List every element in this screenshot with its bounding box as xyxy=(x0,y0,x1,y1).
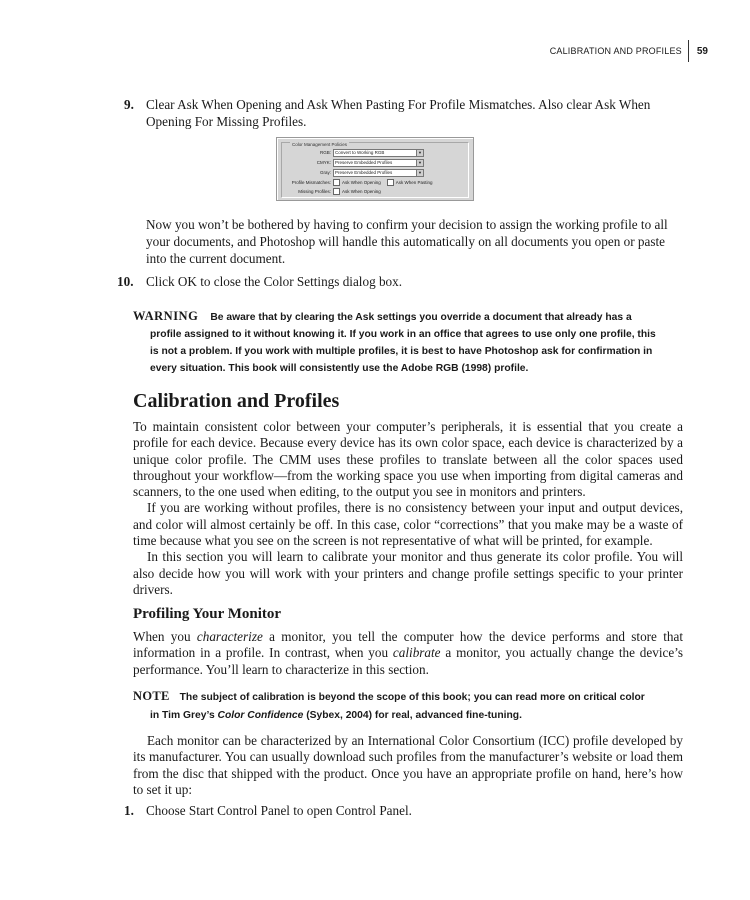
cmyk-policy-label: CMYK: xyxy=(316,160,331,165)
chevron-down-icon: ▼ xyxy=(416,150,423,156)
step-10-number: 10. xyxy=(117,274,134,289)
rgb-policy-label: RGB: xyxy=(319,150,331,155)
running-head-title: CALIBRATION AND PROFILES xyxy=(549,46,682,56)
rgb-policy-value: Convert to Working RGB xyxy=(335,149,385,155)
note-text-a: in Tim Grey’s xyxy=(150,710,218,721)
note-first-line: The subject of calibration is beyond the scope of this book; you can read more on critical color xyxy=(179,692,645,703)
warning-callout xyxy=(133,308,658,377)
chevron-down-icon: ▼ xyxy=(416,160,423,166)
section-heading: Calibration and Profiles xyxy=(133,390,340,412)
monitor-paragraph: Each monitor can be characterized by an International Color Consortium (ICC) profile developed by its manufacturer. You can usually download such profiles from the manufacturer’s website or load them from the disc that shipped with the product. Once you have an appropriate profile on hand, here’s how to set it up: xyxy=(133,733,683,797)
note-callout xyxy=(133,687,673,725)
note-book-title: Color Confidence xyxy=(217,710,304,721)
note-label: NOTE xyxy=(133,689,170,703)
subsection-text-a: When you xyxy=(133,629,197,644)
subsection-text-b: a monitor, you tell the computer how the device performs and store that information in a profile. In contrast, when you xyxy=(133,629,683,661)
policies-legend: Color Management Policies xyxy=(292,142,348,147)
section-body xyxy=(133,419,683,598)
ask-when-opening-label: Ask When Opening xyxy=(342,180,381,185)
ask-when-opening-checkbox[interactable] xyxy=(333,179,340,186)
missing-profiles-row xyxy=(282,187,387,196)
gray-policy-value: Preserve Embedded Profiles xyxy=(335,169,393,175)
warning-first-line: Be aware that by clearing the Ask settings you override a document that already has a xyxy=(210,312,632,323)
cmyk-policy-row xyxy=(282,158,424,167)
step-9-number: 9. xyxy=(124,97,134,112)
step-9-text: Clear Ask When Opening and Ask When Pasting For Profile Mismatches. Also clear Ask When Opening For Missing Profiles. xyxy=(146,97,651,129)
section-paragraph-2: If you are working without profiles, there is no consistency between your input and output devices, and color will almost certainly be off. In this case, color “corrections” that you make may be a waste of time because what you see on the screen is not representative of what will be printed, for example. xyxy=(133,500,683,549)
policies-groupbox xyxy=(281,142,469,198)
missing-profiles-label: Missing Profiles: xyxy=(298,189,331,194)
step-1-text: Choose Start Control Panel to open Control Panel. xyxy=(146,803,412,818)
cmyk-policy-select[interactable] xyxy=(333,159,424,167)
step-1 xyxy=(124,802,676,819)
subsection-paragraph xyxy=(133,629,683,678)
step-9 xyxy=(124,96,676,130)
step-10 xyxy=(117,273,676,290)
subsection-body xyxy=(133,629,683,678)
note-text-b: (Sybex, 2004) for real, advanced fine-tuning. xyxy=(303,710,522,721)
running-head xyxy=(550,40,708,62)
color-management-policies-screenshot xyxy=(276,137,474,201)
profile-mismatches-row xyxy=(282,178,439,187)
missing-ask-when-opening-label: Ask When Opening xyxy=(342,189,381,194)
section-paragraph-1: To maintain consistent color between your computer’s peripherals, it is essential that you create a profile for each device. Because every device has its own color space, each device is characterized by a unique color profile. The CMM uses these profiles to translate between all the color spaces used throughout your workflow—from the working space you use when importing from digital cameras and scanners, to the one used when editing, to the output you see in monitors and printers. xyxy=(133,419,683,500)
section-paragraph-3: In this section you will learn to calibrate your monitor and thus generate its color profile. You will also decide how you will work with your printers and change profile settings specific to your printer drivers. xyxy=(133,549,683,597)
subsection-text-c: a monitor, you actually change the device’s performance. You’ll learn to characterize in this section. xyxy=(133,645,683,677)
ask-when-pasting-label: Ask When Pasting xyxy=(395,180,433,185)
note-second-line xyxy=(133,707,673,725)
warning-label: WARNING xyxy=(133,309,199,323)
profile-mismatches-label: Profile Mismatches: xyxy=(291,180,331,185)
monitor-paragraph-block xyxy=(133,733,683,798)
ask-when-pasting-checkbox[interactable] xyxy=(387,179,394,186)
gray-policy-row xyxy=(282,168,424,177)
rgb-policy-row xyxy=(282,148,424,157)
page-number: 59 xyxy=(696,45,708,57)
gray-policy-label: Gray: xyxy=(319,170,331,175)
step-9-followup-text: Now you won’t be bothered by having to confirm your decision to assign the working profile to all your documents, and Photoshop will handle this automatically on all documents you open or paste into the current document. xyxy=(146,217,668,266)
chevron-down-icon: ▼ xyxy=(416,170,423,176)
gray-policy-select[interactable] xyxy=(333,169,424,177)
rgb-policy-select[interactable] xyxy=(333,149,424,157)
missing-ask-when-opening-checkbox[interactable] xyxy=(333,188,340,195)
step-10-text: Click OK to close the Color Settings dialog box. xyxy=(146,274,403,289)
cmyk-policy-value: Preserve Embedded Profiles xyxy=(335,159,393,165)
term-calibrate: calibrate xyxy=(392,645,441,661)
subsection-heading: Profiling Your Monitor xyxy=(133,606,282,622)
step-1-number: 1. xyxy=(124,803,134,818)
step-9-followup xyxy=(146,216,676,267)
term-characterize: characterize xyxy=(196,629,263,644)
warning-body: profile assigned to it without knowing it. If you work in an office that agrees to use only one profile, this is not a problem. If you work with multiple profiles, it is best to have Photoshop ask for confirmation in every situation. This book will consistently use the Adobe RGB (1998) profile. xyxy=(150,329,656,374)
